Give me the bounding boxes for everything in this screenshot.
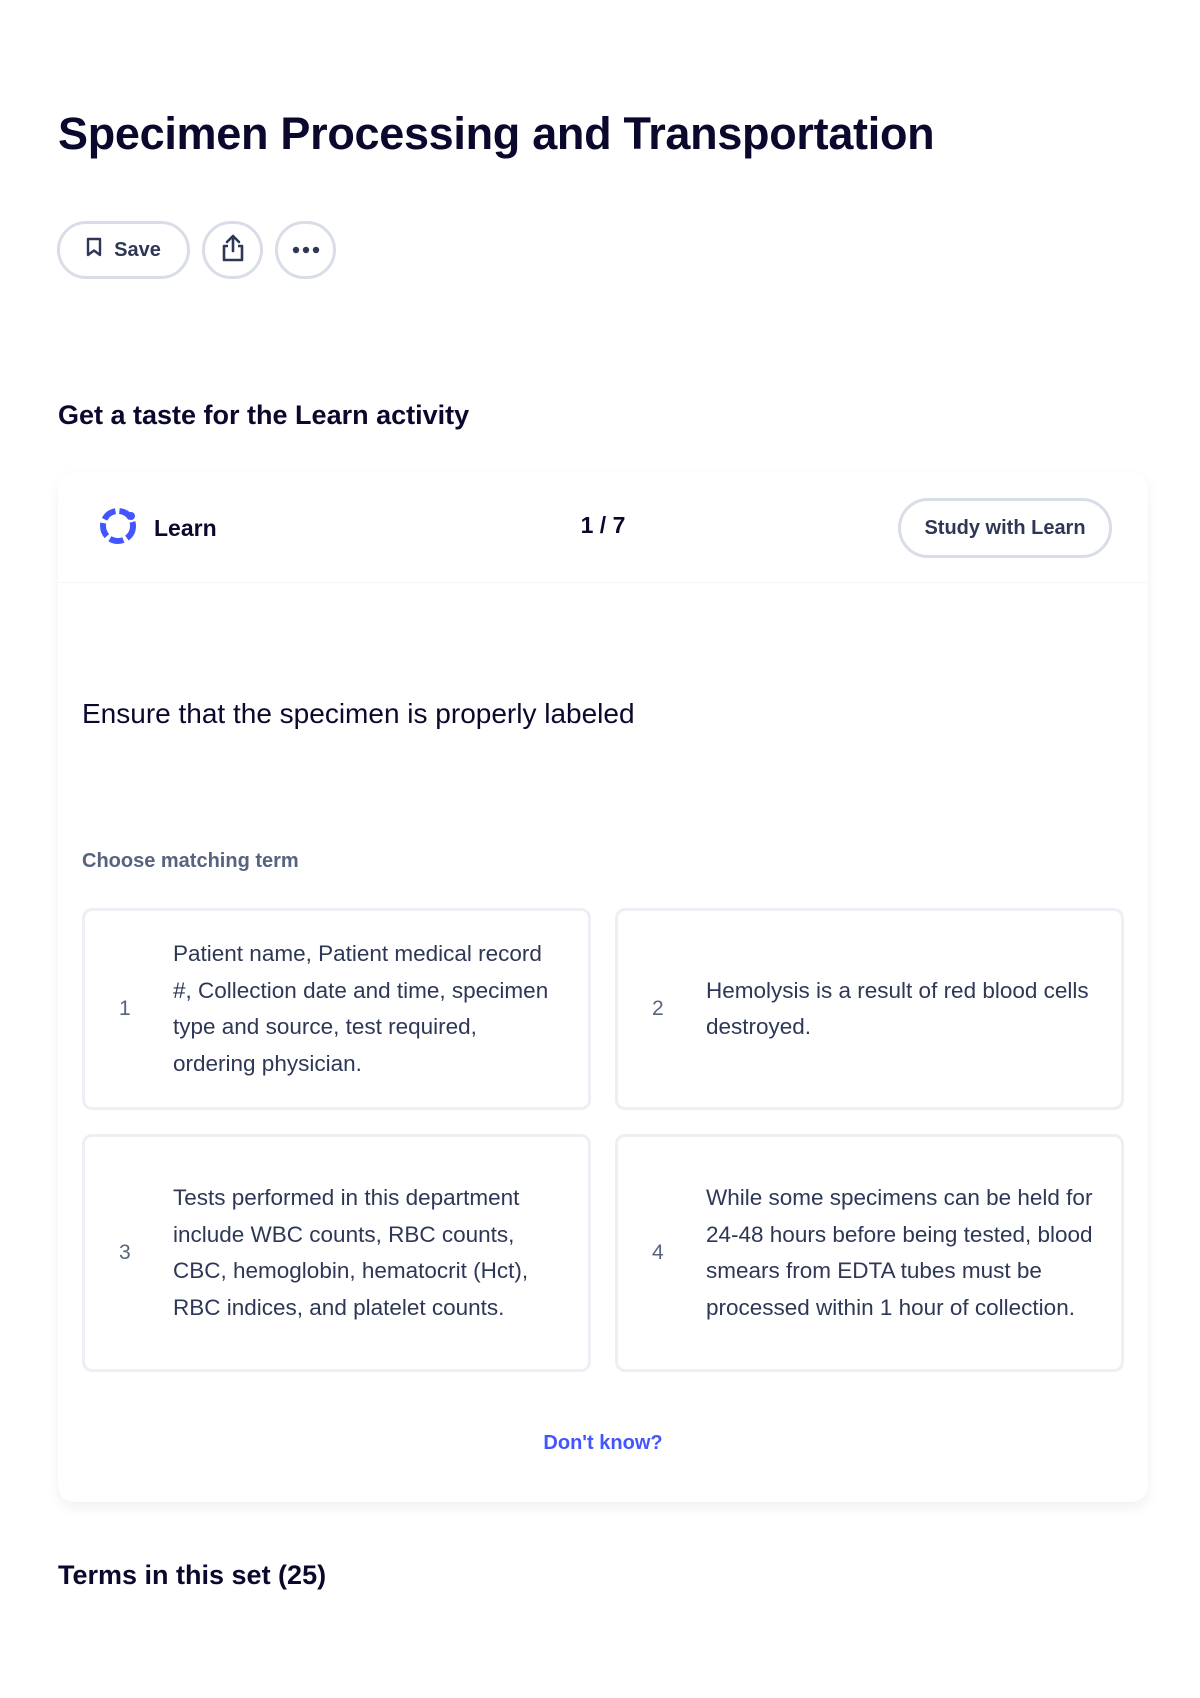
learn-section-heading: Get a taste for the Learn activity <box>58 400 470 430</box>
share-icon <box>220 233 246 268</box>
option-number: 1 <box>119 997 131 1020</box>
learn-card <box>58 472 1148 1502</box>
set-actions <box>57 221 336 279</box>
answer-option-4[interactable] <box>615 1134 1124 1372</box>
choose-label: Choose matching term <box>82 850 299 872</box>
answer-option-3[interactable] <box>82 1134 591 1372</box>
option-text: Patient name, Patient medical record #, Collection date and time, specimen type and source, test required, ordering physician. <box>173 941 549 1076</box>
page-title: Specimen Processing and Transportation <box>58 108 935 159</box>
progress-counter: 1 / 7 <box>580 512 626 538</box>
dont-know-button[interactable]: Don't know? <box>543 1432 663 1454</box>
learn-card-header <box>58 472 1148 583</box>
answer-option-2[interactable] <box>615 908 1124 1110</box>
more-icon <box>292 241 320 259</box>
terms-heading: Terms in this set (25) <box>58 1560 327 1590</box>
answer-option-1[interactable] <box>82 908 591 1110</box>
answer-options <box>82 908 1124 1372</box>
learn-label: Learn <box>154 515 217 541</box>
option-number: 4 <box>652 1241 664 1264</box>
bookmark-icon <box>86 237 102 263</box>
option-text: Hemolysis is a result of red blood cells destroyed. <box>706 977 1089 1039</box>
save-label: Save <box>114 238 161 261</box>
option-text: Tests performed in this department include WBC counts, RBC counts, CBC, hemoglobin, hematocrit (Hct), RBC indices, and platelet counts. <box>173 1185 529 1320</box>
more-options-button[interactable] <box>275 221 336 279</box>
question-prompt: Ensure that the specimen is properly labeled <box>82 698 635 729</box>
option-number: 2 <box>652 997 664 1020</box>
save-button[interactable] <box>57 221 190 279</box>
share-button[interactable] <box>202 221 263 279</box>
study-with-learn-button[interactable]: Study with Learn <box>898 498 1112 558</box>
option-number: 3 <box>119 1241 131 1264</box>
option-text: While some specimens can be held for 24-48 hours before being tested, blood smears from EDTA tubes must be processed within 1 hour of collection. <box>706 1185 1093 1320</box>
